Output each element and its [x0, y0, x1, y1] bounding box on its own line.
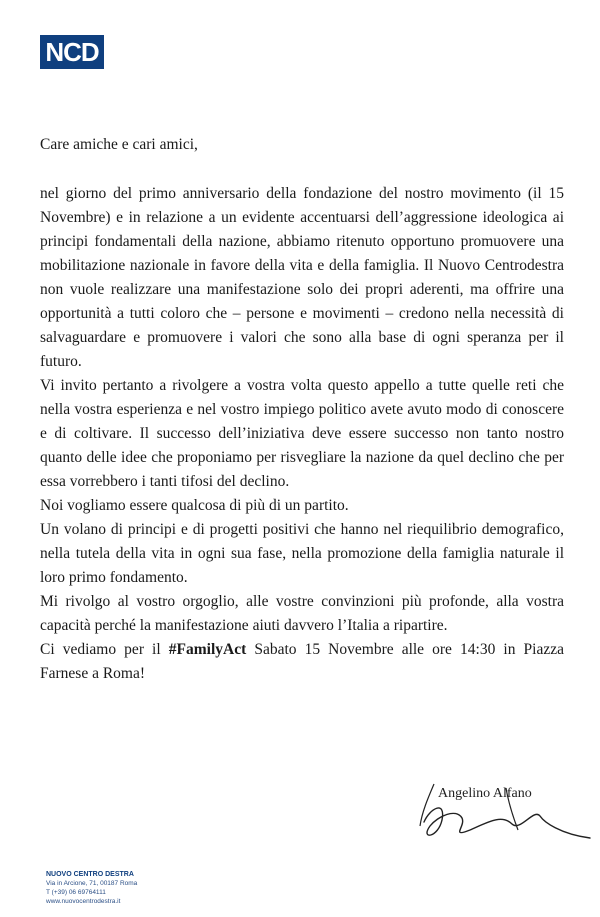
letter-body [40, 182, 564, 686]
paragraph-6 [40, 638, 564, 686]
footer [46, 870, 137, 906]
footer-org-name: NUOVO CENTRO DESTRA [46, 871, 134, 878]
letter-greeting: Care amiche e cari amici, [40, 136, 198, 153]
familyact-hashtag: #FamilyAct [168, 641, 247, 658]
ncd-logo [40, 35, 104, 69]
paragraph-4: Un volano di principi e di progetti positivi che hanno nel riequilibrio demografico, nella tutela della vita in ogni sua fase, nella promozione della famiglia naturale il loro primo fondamento. [40, 521, 564, 586]
signature-name: Angelino Alfano [438, 786, 532, 801]
paragraph-2: Vi invito pertanto a rivolgere a vostra volta questo appello a tutte quelle reti che nella vostra esperienza e nel vostro impiego politico avete avuto modo di conoscere e di coltivare. Il successo dell’iniziativa deve essere successo non tanto nostro quanto delle idee che proponiamo per risvegliare la nazione da quel declino che per essa vorrebbero i tanti tifosi del declino. [40, 377, 564, 490]
footer-address: Via in Arcione, 71, 00187 Roma [46, 880, 138, 887]
paragraph-1: nel giorno del primo anniversario della fondazione del nostro movimento (il 15 Novembre) e in relazione a un evidente accentuarsi dell’aggressione ideologica ai principi fondamentali della nazione, abbiamo ritenuto opportuno promuovere una mobilitazione nazionale in favore della vita e della famiglia. Il Nuovo Centrodestra non vuole realizzare una manifestazione solo dei propri aderenti, ma offrire una opportunità a tutti coloro che – persone e movimenti – credono nella necessità di salvaguardare e promuovere i valori che sono alla base di ogni speranza per il futuro. [40, 185, 564, 370]
logo-text: NCD [40, 35, 104, 69]
paragraph-6-after: Sabato 15 Novembre alle ore 14:30 in Piazza Farnese a Roma! [40, 641, 564, 682]
paragraph-6-before: Ci vediamo per il [40, 641, 169, 658]
signature [410, 778, 600, 848]
footer-phone: T (+39) 06 69764111 [46, 889, 106, 896]
paragraph-5: Mi rivolgo al vostro orgoglio, alle vostre convinzioni più profonde, alla vostra capacità perché la manifestazione aiuti davvero l’Italia a ripartire. [40, 593, 564, 634]
paragraph-3: Noi vogliamo essere qualcosa di più di un partito. [40, 497, 349, 514]
footer-website[interactable]: www.nuovocentrodestra.it [46, 898, 121, 905]
